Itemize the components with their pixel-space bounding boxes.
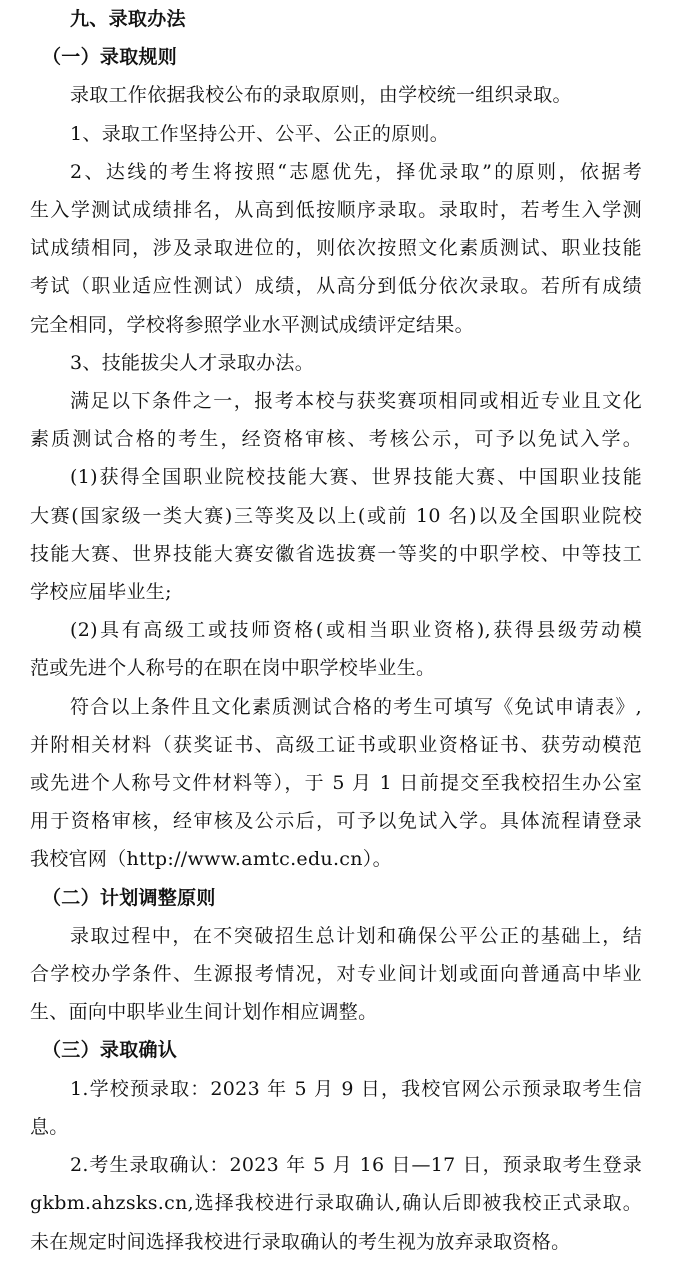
paragraph-1: 录取工作依据我校公布的录取原则，由学校统一组织录取。 bbox=[70, 84, 572, 107]
paragraph-3-line-5: 完全相同，学校将参照学业水平测试成绩评定结果。 bbox=[30, 313, 474, 336]
paragraph-6-line-1: (1)获得全国职业院校技能大赛、世界技能大赛、中国职业技能 bbox=[70, 466, 642, 489]
paragraph-11-line-3: 未在规定时间选择我校进行录取确认的考生视为放弃录取资格。 bbox=[30, 1230, 571, 1253]
paragraph-7-line-2: 范或先进个人称号的在职在岗中职学校毕业生。 bbox=[30, 657, 436, 680]
paragraph-5-line-1: 满足以下条件之一，报考本校与获奖赛项相同或相近专业且文化 bbox=[70, 390, 642, 413]
paragraph-6-line-4: 学校应届毕业生; bbox=[30, 581, 172, 604]
paragraph-8-line-4: 用于资格审核，经审核及公示后，可予以免试入学。具体流程请登录 bbox=[30, 810, 642, 833]
paragraph-8-line-3: 或先进个人称号文件材料等），于 5 月 1 日前提交至我校招生办公室 bbox=[30, 772, 642, 795]
paragraph-5-line-2: 素质测试合格的考生，经资格审核、考核公示，可予以免试入学。 bbox=[30, 428, 642, 451]
paragraph-6-line-2: 大赛(国家级一类大赛)三等奖及以上(或前 10 名)以及全国职业院校 bbox=[30, 504, 642, 527]
paragraph-10-line-2: 息。 bbox=[30, 1115, 69, 1138]
paragraph-4: 3、技能拔尖人才录取办法。 bbox=[70, 351, 314, 374]
paragraph-9-line-2: 合学校办学条件、生源报考情况，对专业间计划或面向普通高中毕业 bbox=[30, 963, 642, 986]
paragraph-9-line-1: 录取过程中，在不突破招生总计划和确保公平公正的基础上，结 bbox=[70, 924, 642, 947]
subsection-title-confirmation: （三）录取确认 bbox=[42, 1039, 178, 1062]
paragraph-3-line-4: 考试（职业适应性测试）成绩，从高分到低分依次录取。若所有成绩 bbox=[30, 275, 642, 298]
paragraph-6-line-3: 技能大赛、世界技能大赛安徽省选拔赛一等奖的中职学校、中等技工 bbox=[30, 542, 642, 565]
paragraph-11-line-2: gkbm.ahzsks.cn,选择我校进行录取确认,确认后即被我校正式录取。 bbox=[30, 1192, 642, 1215]
paragraph-8-line-5: 我校官网（http://www.amtc.edu.cn）。 bbox=[30, 848, 392, 871]
paragraph-10-line-1: 1.学校预录取：2023 年 5 月 9 日，我校官网公示预录取考生信 bbox=[70, 1077, 642, 1100]
paragraph-3-line-3: 试成绩相同，涉及录取进位的，则依次按照文化素质测试、职业技能 bbox=[30, 237, 642, 260]
paragraph-3-line-1: 2、达线的考生将按照“志愿优先，择优录取”的原则，依据考 bbox=[70, 160, 642, 183]
subsection-title-rules: （一）录取规则 bbox=[42, 46, 178, 69]
paragraph-9-line-3: 生、面向中职毕业生间计划作相应调整。 bbox=[30, 1001, 378, 1024]
section-title: 九、录取办法 bbox=[70, 8, 186, 30]
subsection-title-plan-adjustment: （二）计划调整原则 bbox=[42, 886, 216, 909]
paragraph-8-line-2: 并附相关材料（获奖证书、高级工证书或职业资格证书、获劳动模范 bbox=[30, 733, 642, 756]
paragraph-3-line-2: 生入学测试成绩排名，从高到低按顺序录取。录取时，若考生入学测 bbox=[30, 199, 642, 222]
paragraph-8-line-1: 符合以上条件且文化素质测试合格的考生可填写《免试申请表》, bbox=[70, 695, 642, 718]
paragraph-2: 1、录取工作坚持公开、公平、公正的原则。 bbox=[70, 122, 450, 145]
paragraph-11-line-1: 2.考生录取确认：2023 年 5 月 16 日—17 日，预录取考生登录 bbox=[70, 1154, 642, 1177]
paragraph-7-line-1: (2)具有高级工或技师资格(或相当职业资格),获得县级劳动模 bbox=[70, 619, 642, 642]
document-page bbox=[30, 0, 642, 1261]
